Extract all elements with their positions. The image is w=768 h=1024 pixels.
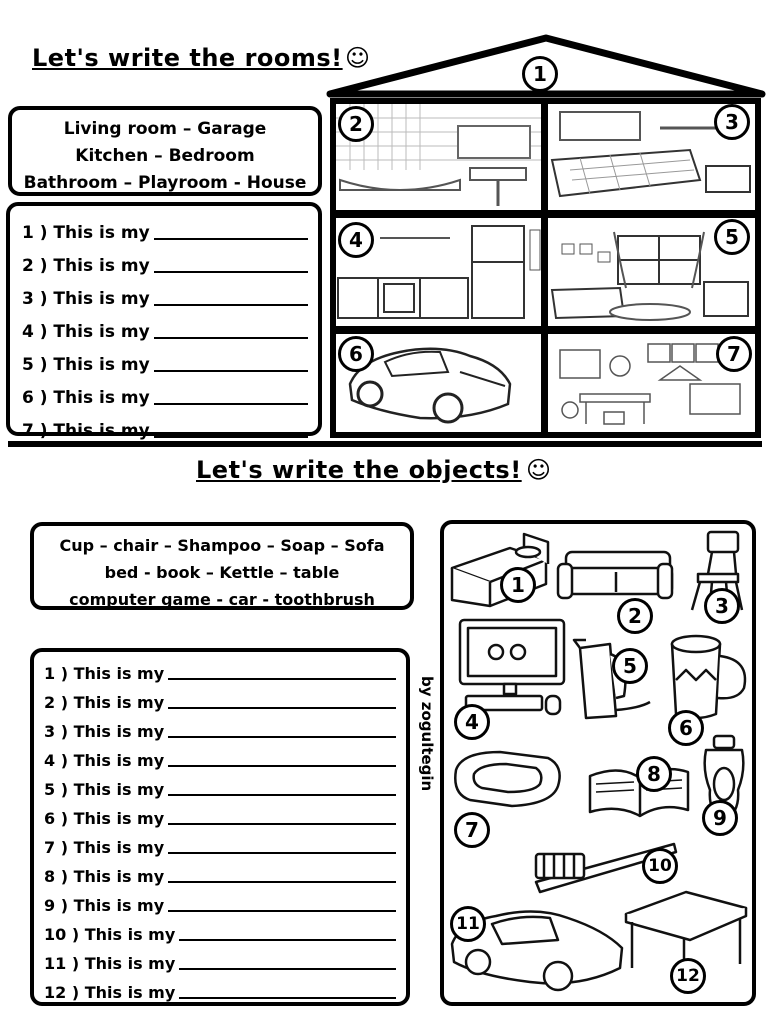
answer-blank[interactable]	[168, 706, 396, 709]
objects-answer-line-4[interactable]	[44, 741, 396, 770]
objects-title-text: Let's write the objects!	[196, 456, 522, 484]
answer-blank[interactable]	[168, 909, 396, 912]
objects-word-bank-line: Cup – chair – Shampoo – Soap – Sofa	[59, 536, 385, 555]
rooms-word-bank-line: Bathroom – Playroom - House	[23, 173, 307, 193]
objects-title	[196, 456, 522, 484]
objects-answer-line-11[interactable]	[44, 944, 396, 973]
prompt-text: 4 ) This is my	[44, 751, 165, 770]
prompt-text: 8 ) This is my	[44, 867, 165, 886]
objects-word-bank-line: bed - book – Kettle – table	[104, 563, 340, 582]
prompt-text: 5 ) This is my	[44, 780, 165, 799]
soap-drawing	[455, 752, 559, 806]
object-number-5: 5	[612, 648, 648, 684]
answer-blank[interactable]	[168, 735, 396, 738]
object-number-9: 9	[702, 800, 738, 836]
answer-blank[interactable]	[168, 793, 396, 796]
object-number-1: 1	[500, 567, 536, 603]
prompt-text: 7 ) This is my	[44, 838, 165, 857]
prompt-text: 7 ) This is my	[22, 421, 150, 441]
objects-answer-line-7[interactable]	[44, 828, 396, 857]
prompt-text: 3 ) This is my	[44, 722, 165, 741]
rooms-title-text: Let's write the rooms!	[32, 44, 343, 72]
prompt-text: 2 ) This is my	[44, 693, 165, 712]
objects-answer-line-3[interactable]	[44, 712, 396, 741]
objects-answer-line-1[interactable]	[44, 654, 396, 683]
prompt-text: 10 ) This is my	[44, 925, 176, 944]
prompt-text: 9 ) This is my	[44, 896, 165, 915]
ground-line	[8, 441, 762, 447]
object-number-6: 6	[668, 710, 704, 746]
house-number-3: 3	[714, 104, 750, 140]
objects-answer-line-6[interactable]	[44, 799, 396, 828]
object-number-8: 8	[636, 756, 672, 792]
answer-blank[interactable]	[168, 822, 396, 825]
house-number-2: 2	[338, 106, 374, 142]
objects-smiley: ☺	[526, 456, 552, 484]
prompt-text: 1 ) This is my	[22, 223, 150, 243]
rooms-word-bank-line: Kitchen – Bedroom	[75, 146, 255, 166]
prompt-text: 4 ) This is my	[22, 322, 150, 342]
prompt-text: 3 ) This is my	[22, 289, 150, 309]
objects-answer-box	[30, 648, 410, 1006]
object-number-2: 2	[617, 598, 653, 634]
author-credit: by zogultegin	[418, 676, 436, 792]
prompt-text: 6 ) This is my	[44, 809, 165, 828]
answer-blank[interactable]	[168, 764, 396, 767]
object-number-10: 10	[642, 848, 678, 884]
answer-blank[interactable]	[168, 851, 396, 854]
objects-word-bank-line: computer game - car - toothbrush	[69, 590, 375, 609]
bed-drawing	[452, 534, 548, 606]
prompt-text: 1 ) This is my	[44, 664, 165, 683]
answer-blank[interactable]	[179, 996, 396, 999]
prompt-text: 2 ) This is my	[22, 256, 150, 276]
object-number-7: 7	[454, 812, 490, 848]
objects-answer-line-5[interactable]	[44, 770, 396, 799]
prompt-text: 11 ) This is my	[44, 954, 176, 973]
objects-answer-line-9[interactable]	[44, 886, 396, 915]
prompt-text: 12 ) This is my	[44, 983, 176, 1002]
objects-answer-line-2[interactable]	[44, 683, 396, 712]
house-number-5: 5	[714, 219, 750, 255]
objects-word-bank	[30, 522, 414, 610]
computer-drawing	[460, 620, 564, 714]
answer-blank[interactable]	[168, 677, 396, 680]
object-number-12: 12	[670, 958, 706, 994]
answer-blank[interactable]	[179, 967, 396, 970]
object-number-4: 4	[454, 704, 490, 740]
sofa-drawing	[558, 552, 672, 598]
object-number-3: 3	[704, 588, 740, 624]
answer-blank[interactable]	[168, 880, 396, 883]
prompt-text: 5 ) This is my	[22, 355, 150, 375]
rooms-smiley: ☺	[345, 44, 371, 72]
house-illustration	[0, 0, 768, 460]
rooms-word-bank-line: Living room – Garage	[63, 119, 267, 139]
object-number-11: 11	[450, 906, 486, 942]
objects-answer-line-12[interactable]	[44, 973, 396, 1002]
prompt-text: 6 ) This is my	[22, 388, 150, 408]
objects-answer-line-10[interactable]	[44, 915, 396, 944]
house-number-1: 1	[522, 56, 558, 92]
objects-answer-line-8[interactable]	[44, 857, 396, 886]
house-number-7: 7	[716, 336, 752, 372]
answer-blank[interactable]	[179, 938, 396, 941]
cup-drawing	[672, 636, 745, 718]
house-number-6: 6	[338, 336, 374, 372]
house-number-4: 4	[338, 222, 374, 258]
